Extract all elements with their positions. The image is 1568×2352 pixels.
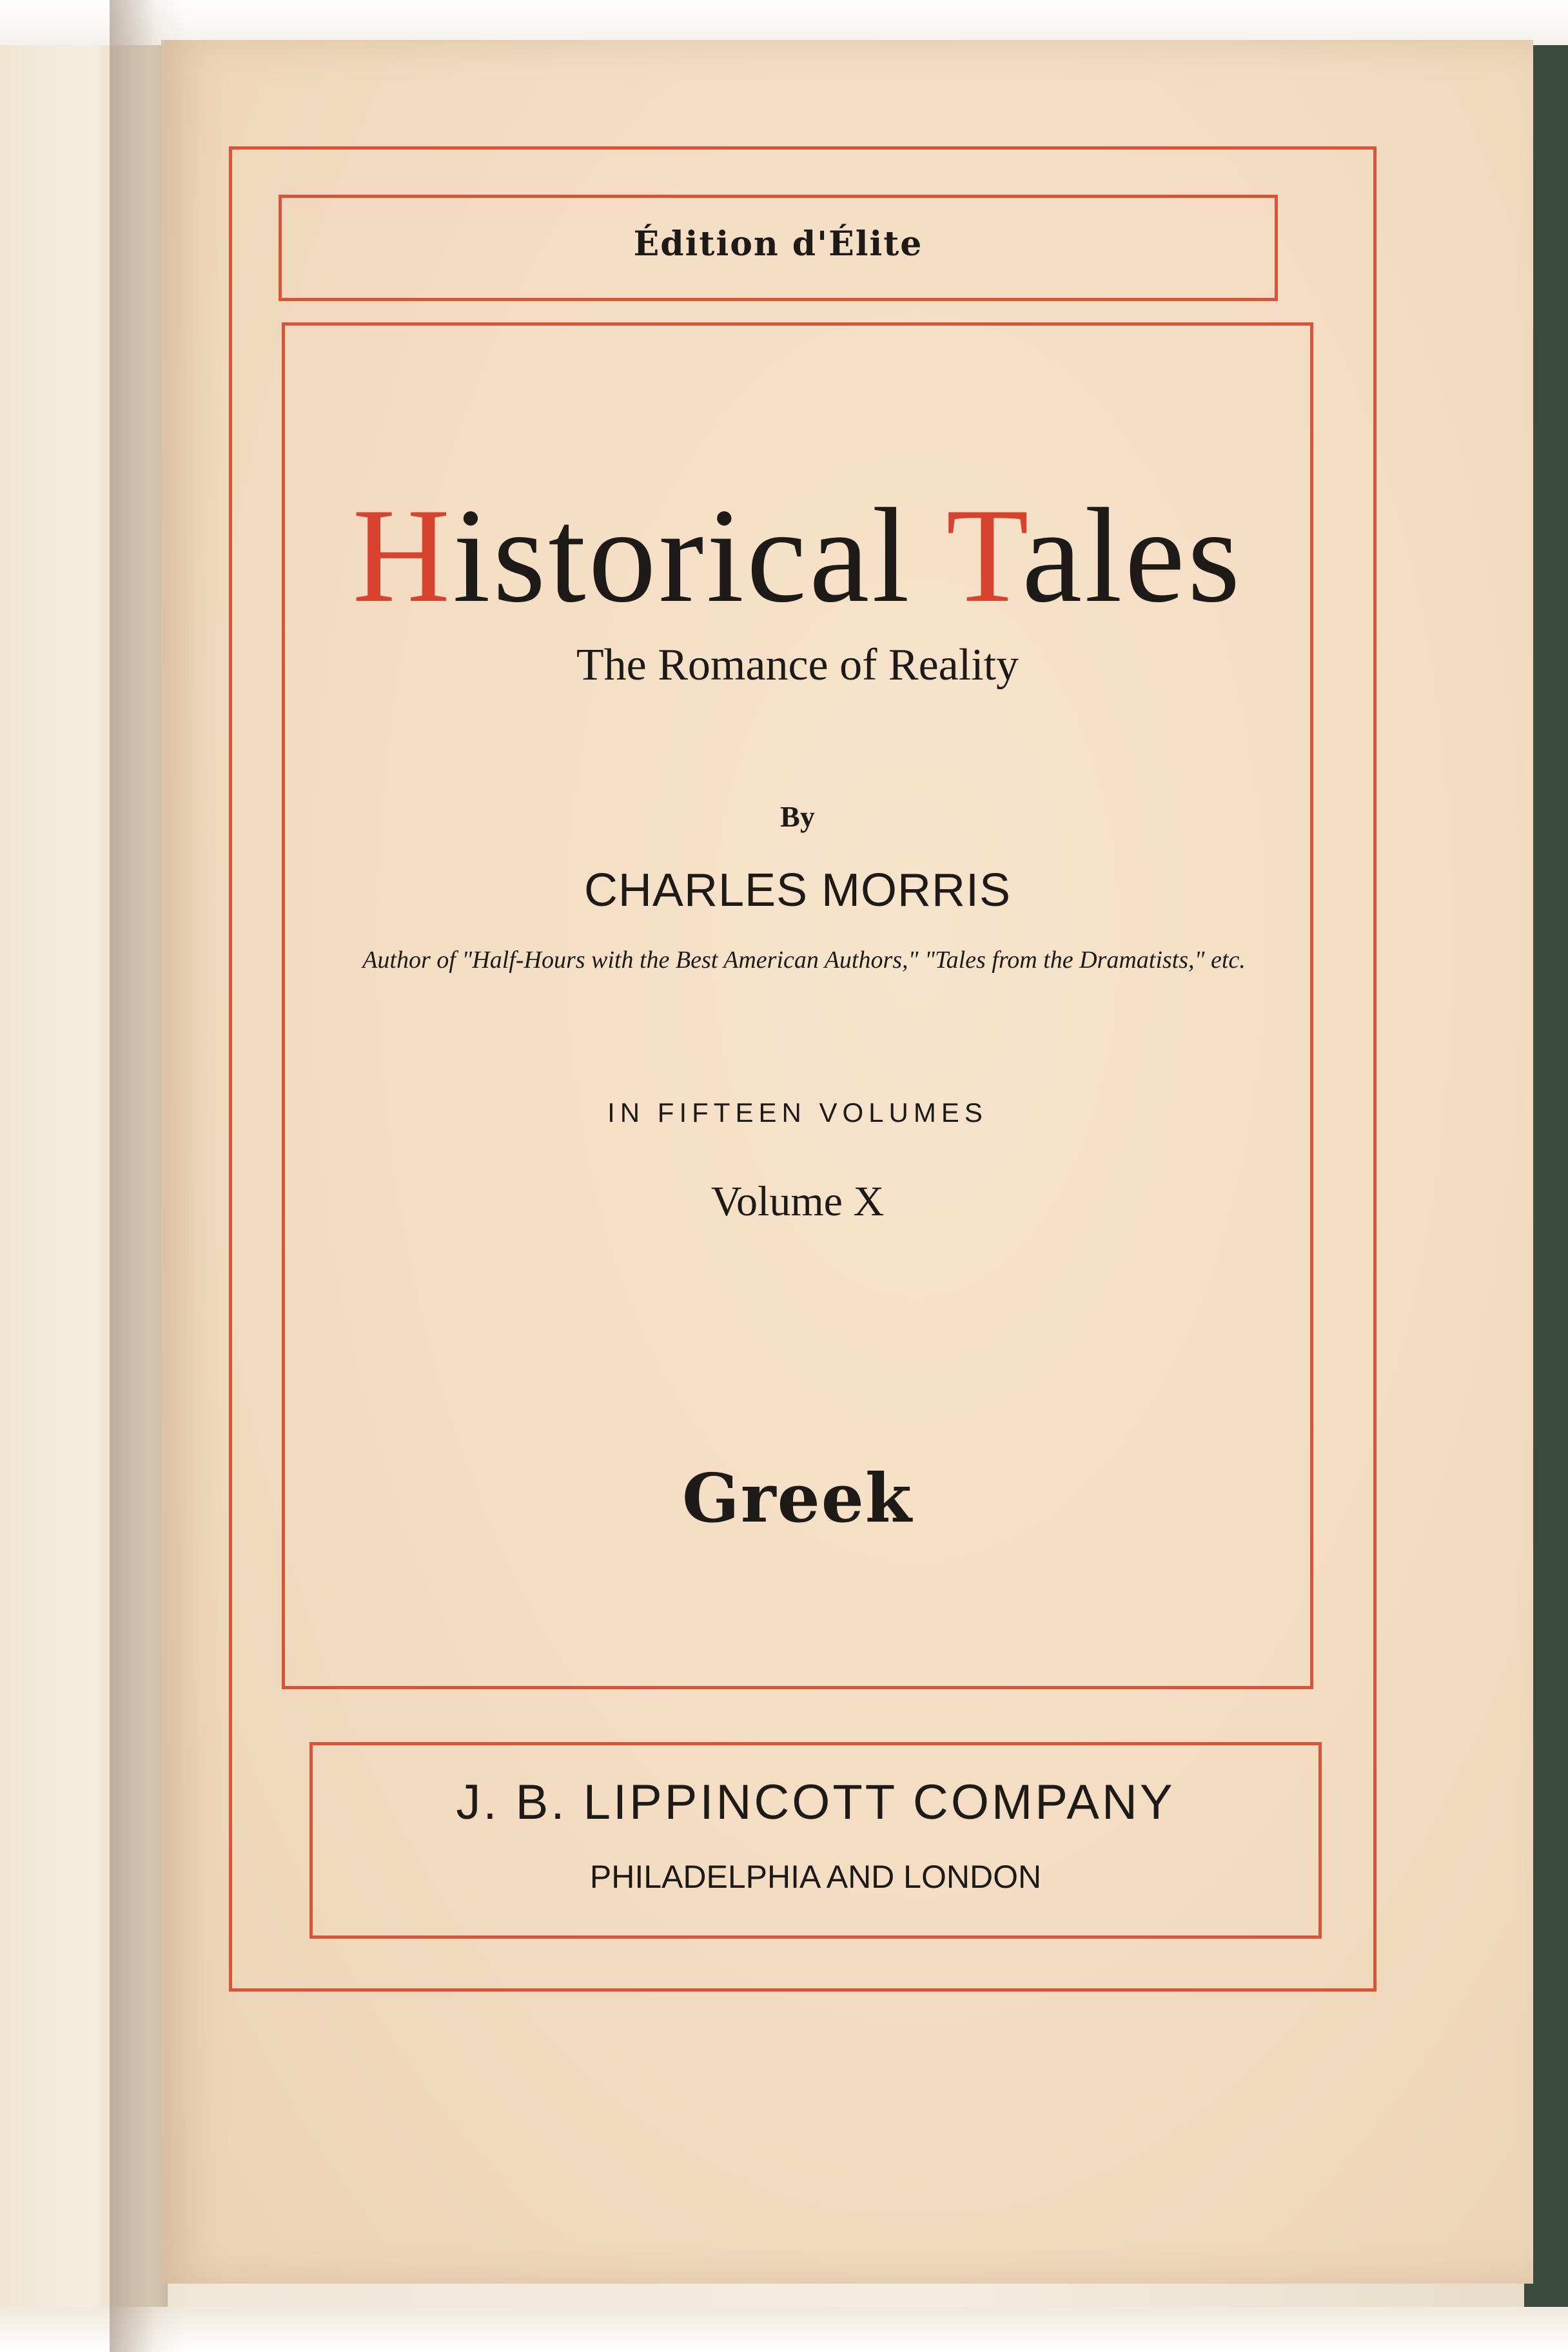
title-initial-h: H: [352, 481, 453, 631]
title-initial-t: T: [946, 481, 1022, 631]
publisher-name: J. B. LIPPINCOTT COMPANY: [456, 1775, 1175, 1830]
by-line: By: [780, 800, 815, 833]
title-word-2: ales: [1021, 481, 1243, 631]
edition-label: Édition d'Élite: [633, 224, 923, 264]
volume-number: Volume X: [710, 1178, 885, 1225]
book-title: [282, 478, 1313, 634]
subject-heading: Greek: [681, 1458, 913, 1538]
author-credit: Author of "Half-Hours with the Best American Authors," "Tales from the Dramatists," etc.: [362, 946, 1246, 974]
book-subtitle: The Romance of Reality: [576, 640, 1019, 690]
top-background: [0, 0, 1568, 45]
author-name: CHARLES MORRIS: [583, 865, 1012, 916]
publisher-box: [309, 1742, 1322, 1939]
gutter-shadow: [110, 0, 187, 2352]
publisher-place: PHILADELPHIA AND LONDON: [589, 1859, 1042, 1895]
title-page: [161, 40, 1533, 2284]
title-word-1: istorical: [453, 481, 946, 631]
bottom-background: [0, 2307, 1568, 2352]
set-note: IN FIFTEEN VOLUMES: [607, 1097, 988, 1128]
